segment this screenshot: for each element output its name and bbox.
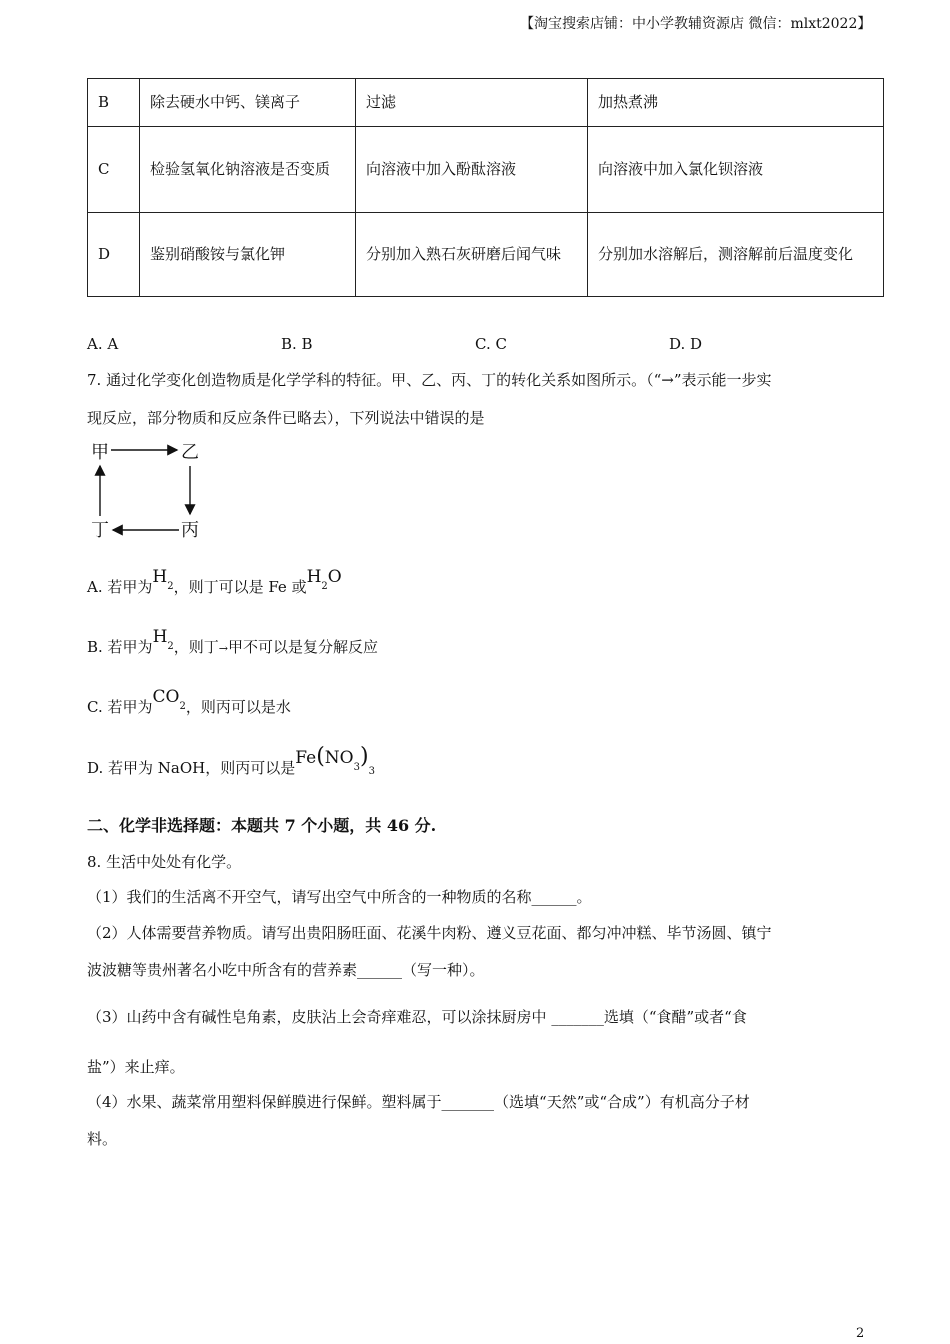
page-number: 2 [856, 1326, 865, 1341]
table-row [88, 79, 884, 127]
table-row [88, 213, 884, 297]
q7-stem-line-1: 7. 通过化学变化创造物质是化学学科的特征。甲、乙、丙、丁的转化关系如图所示。（“→”表示能一步实 [87, 371, 772, 389]
node-bing: 丙 [181, 520, 199, 541]
q8-part-2-line-1: （2）人体需要营养物质。请写出贵阳肠旺面、花溪牛肉粉、遵义豆花面、都匀冲冲糕、毕节汤圆、镇宁 [87, 924, 772, 942]
row-method-2: 加热煮沸 [588, 79, 884, 127]
choice-d: D. D [669, 335, 703, 353]
row-key: D [88, 213, 140, 297]
q8-part-4-line-1: （4）水果、蔬菜常用塑料保鲜膜进行保鲜。塑料属于_______（选填“天然”或“合成”）有机高分子材 [87, 1093, 750, 1111]
row-key: B [88, 79, 140, 127]
q7-option-c: C. 若甲为$CO^2$，则丙可以是水 [87, 687, 291, 716]
conversion-diagram [87, 438, 217, 544]
row-purpose: 检验氢氧化钠溶液是否变质 [140, 127, 356, 213]
q7-option-b: B. 若甲为$H^2$，则丁→甲不可以是复分解反应 [87, 627, 379, 656]
row-method-1: 向溶液中加入酚酞溶液 [356, 127, 588, 213]
q7-option-d: D. 若甲为 NaOH，则丙可以是$Fe(NO^3)_3$ [87, 744, 375, 777]
q7-stem-line-2: 现反应，部分物质和反应条件已略去），下列说法中错误的是 [87, 409, 485, 427]
table-row [88, 127, 884, 213]
q8-part-3-line-1: （3）山药中含有碱性皂角素，皮肤沾上会奇痒难忍，可以涂抹厨房中 _______选填（“食醋”或者“食 [87, 1008, 747, 1026]
q7-option-a: A. 若甲为$H^2$，则丁可以是 Fe 或$H^2O$ [87, 567, 342, 596]
options-table [87, 78, 884, 297]
q8-part-2-line-2: 波波糖等贵州著名小吃中所含有的营养素______（写一种）。 [87, 961, 485, 979]
row-purpose: 除去硬水中钙、镁离子 [140, 79, 356, 127]
row-method-1: 过滤 [356, 79, 588, 127]
row-method-1: 分别加入熟石灰研磨后闻气味 [356, 213, 588, 297]
q8-part-4-line-2: 料。 [87, 1130, 118, 1148]
row-purpose: 鉴别硝酸铵与氯化钾 [140, 213, 356, 297]
node-yi: 乙 [181, 442, 199, 463]
q8-stem: 8. 生活中处处有化学。 [87, 853, 242, 871]
choice-b: B. B [281, 335, 313, 353]
row-method-2: 向溶液中加入氯化钡溶液 [588, 127, 884, 213]
row-key: C [88, 127, 140, 213]
q8-part-3-line-2: 盐”）来止痒。 [87, 1058, 185, 1076]
row-method-2: 分别加水溶解后，测溶解前后温度变化 [588, 213, 884, 297]
page-header: 【淘宝搜索店铺：中小学教辅资源店 微信：mlxt2022】 [520, 16, 872, 32]
section-2-heading: 二、化学非选择题：本题共 7 个小题，共 46 分. [87, 816, 437, 835]
q8-part-1: （1）我们的生活离不开空气，请写出空气中所含的一种物质的名称______。 [87, 888, 592, 906]
node-ding: 丁 [91, 520, 109, 541]
node-jia: 甲 [91, 442, 109, 463]
choice-a: A. A [87, 335, 119, 353]
choice-c: C. C [475, 335, 507, 353]
